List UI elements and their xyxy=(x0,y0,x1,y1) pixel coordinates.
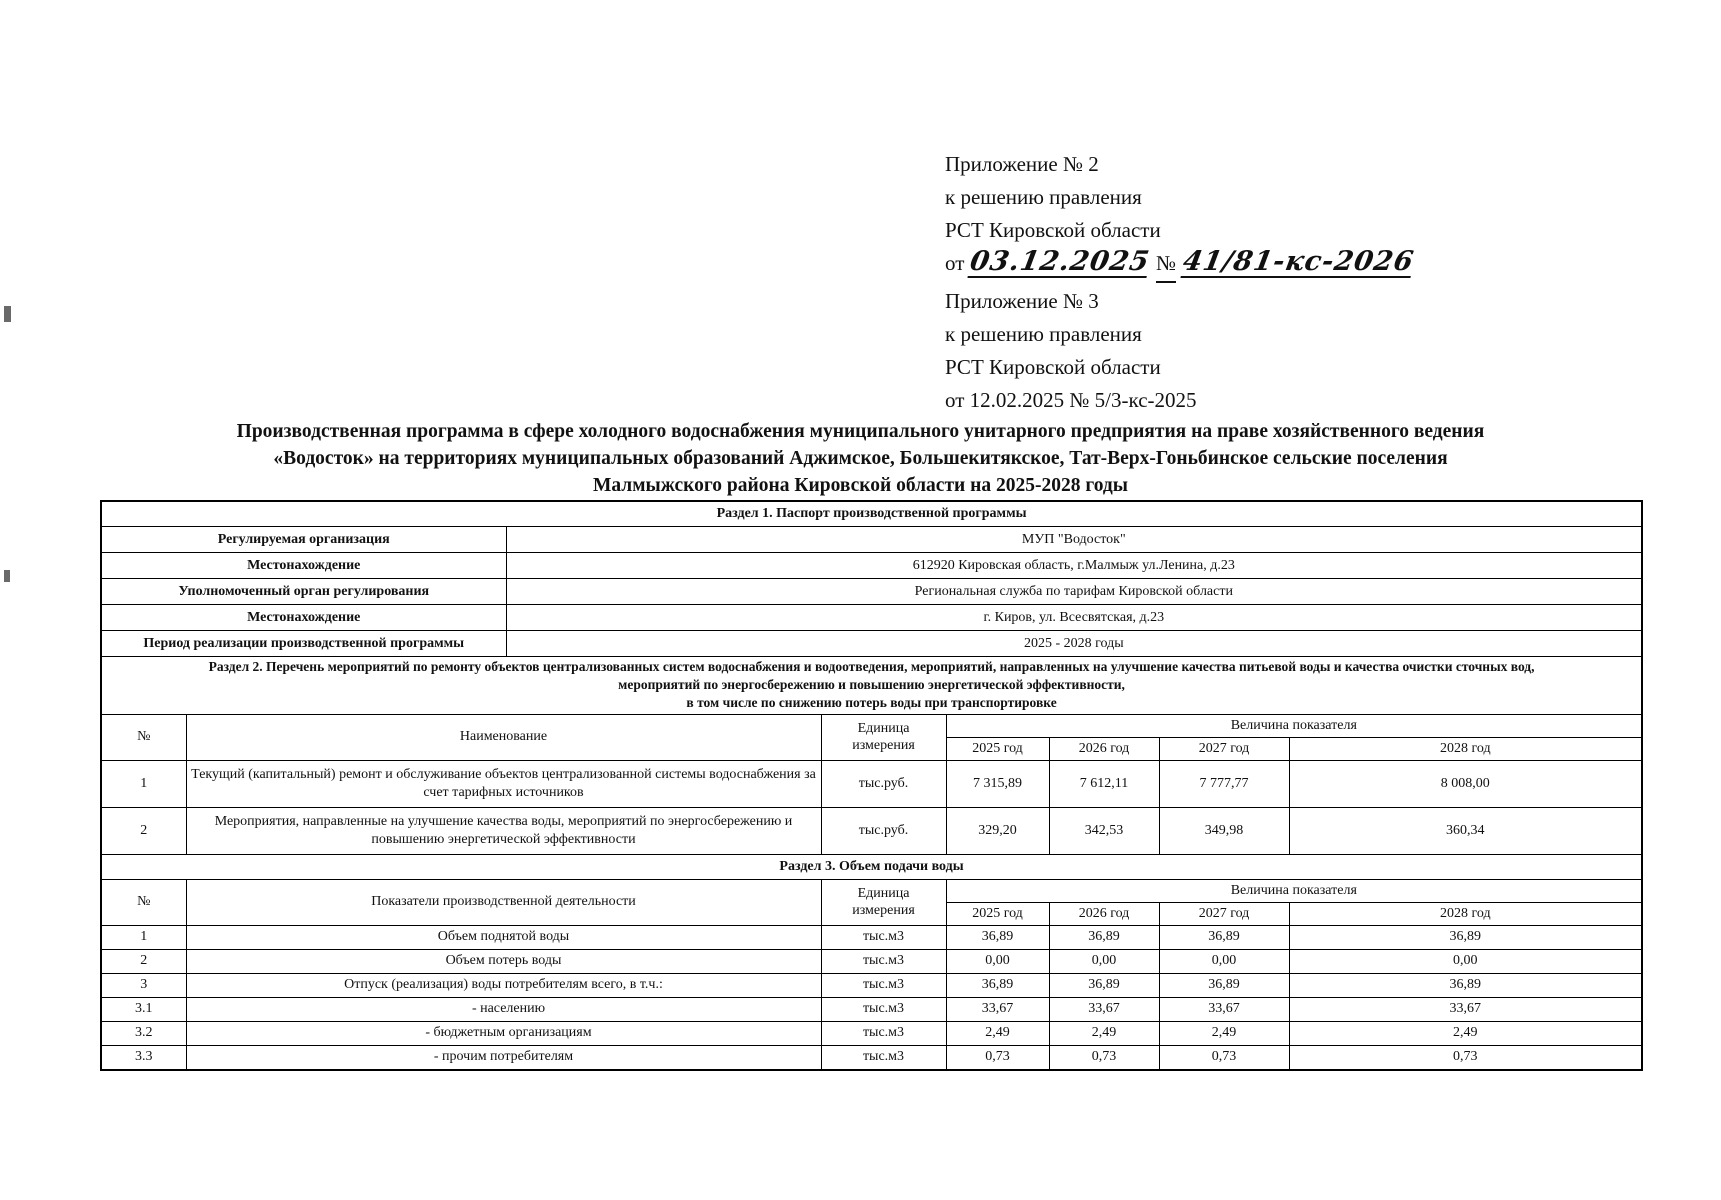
row-value: 0,73 xyxy=(1049,1045,1159,1070)
column-header-unit: Единица измерения xyxy=(821,879,946,925)
row-unit: тыс.м3 xyxy=(821,925,946,949)
appendix-2-line3: РСТ Кировской области xyxy=(945,218,1161,242)
row-value: 36,89 xyxy=(1159,925,1289,949)
appendix-3-line3: РСТ Кировской области xyxy=(945,355,1161,379)
passport-label: Регулируемая организация xyxy=(101,527,506,553)
program-table-wrap xyxy=(100,500,1643,1071)
row-name: - населению xyxy=(186,997,821,1021)
row-value: 36,89 xyxy=(946,973,1049,997)
row-unit: тыс.руб. xyxy=(821,807,946,854)
row-value: 7 777,77 xyxy=(1159,760,1289,807)
row-value: 36,89 xyxy=(1289,925,1642,949)
column-header-year: 2028 год xyxy=(1289,737,1642,760)
table-row xyxy=(101,631,1642,657)
row-value: 342,53 xyxy=(1049,807,1159,854)
appendix-3-block xyxy=(945,285,1197,417)
row-value: 33,67 xyxy=(1159,997,1289,1021)
appendix-2-line2: к решению правления xyxy=(945,185,1142,209)
column-header-num: № xyxy=(101,879,186,925)
column-header-year: 2026 год xyxy=(1049,902,1159,925)
table-row xyxy=(101,807,1642,854)
document-title-line2: «Водосток» на территориях муниципальных образований Аджимское, Большекитякское, Тат-Верх-Гоньбинское сельские поселения xyxy=(273,448,1448,469)
row-unit: тыс.м3 xyxy=(821,973,946,997)
table-row xyxy=(101,760,1642,807)
program-table xyxy=(100,500,1643,1071)
row-unit: тыс.м3 xyxy=(821,1021,946,1045)
row-name: Объем поднятой воды xyxy=(186,925,821,949)
row-name: Текущий (капитальный) ремонт и обслуживание объектов централизованной системы водоснабжения за счет тарифных источников xyxy=(186,760,821,807)
row-name: Отпуск (реализация) воды потребителям всего, в т.ч.: xyxy=(186,973,821,997)
row-value: 36,89 xyxy=(1159,973,1289,997)
row-value: 0,00 xyxy=(1159,949,1289,973)
appendix-2-block xyxy=(945,148,1417,283)
passport-label: Местонахождение xyxy=(101,605,506,631)
table-row xyxy=(101,973,1642,997)
section2-header-row xyxy=(101,714,1642,737)
row-value: 33,67 xyxy=(1289,997,1642,1021)
row-unit: тыс.м3 xyxy=(821,1045,946,1070)
passport-label: Местонахождение xyxy=(101,553,506,579)
handwritten-number: 41/81-кс-2026 xyxy=(1180,246,1417,277)
row-value: 36,89 xyxy=(1289,973,1642,997)
table-row xyxy=(101,925,1642,949)
passport-label: Уполномоченный орган регулирования xyxy=(101,579,506,605)
column-header-unit: Единица измерения xyxy=(821,714,946,760)
appendix-3-line2: к решению правления xyxy=(945,322,1142,346)
column-header-year: 2028 год xyxy=(1289,902,1642,925)
appendix-3-title: Приложение № 3 xyxy=(945,289,1099,313)
passport-value: Региональная служба по тарифам Кировской области xyxy=(506,579,1642,605)
from-label: от xyxy=(945,251,965,275)
document-title xyxy=(0,418,1721,499)
row-value: 329,20 xyxy=(946,807,1049,854)
row-value: 349,98 xyxy=(1159,807,1289,854)
table-row xyxy=(101,997,1642,1021)
table-row xyxy=(101,527,1642,553)
section1-title-row xyxy=(101,501,1642,527)
passport-value: г. Киров, ул. Всесвятская, д.23 xyxy=(506,605,1642,631)
row-value: 2,49 xyxy=(1289,1021,1642,1045)
row-value: 33,67 xyxy=(946,997,1049,1021)
row-value: 2,49 xyxy=(946,1021,1049,1045)
row-value: 0,73 xyxy=(1289,1045,1642,1070)
section2-title-line3: в том числе по снижению потерь воды при транспортировке xyxy=(686,695,1057,711)
row-num: 3.2 xyxy=(101,1021,186,1045)
column-header-num: № xyxy=(101,714,186,760)
row-num: 3 xyxy=(101,973,186,997)
table-row xyxy=(101,1045,1642,1070)
row-name: Объем потерь воды xyxy=(186,949,821,973)
appendix-2-title: Приложение № 2 xyxy=(945,152,1099,176)
table-row xyxy=(101,605,1642,631)
row-num: 1 xyxy=(101,925,186,949)
row-value: 0,00 xyxy=(1289,949,1642,973)
section3-title: Раздел 3. Объем подачи воды xyxy=(101,854,1642,879)
column-header-year: 2025 год xyxy=(946,737,1049,760)
handwritten-date: 03.12.2025 xyxy=(967,246,1152,277)
appendix-3-line4: от 12.02.2025 № 5/3-кс-2025 xyxy=(945,388,1197,412)
row-value: 0,00 xyxy=(946,949,1049,973)
section2-title-line1: Раздел 2. Перечень мероприятий по ремонту объектов централизованных систем водоснабжения и водоотведения, мероприятий, направленных на улучшение качества питьевой воды и качества очистки сточных вод, xyxy=(208,659,1535,674)
section3-title-row xyxy=(101,854,1642,879)
passport-label: Период реализации производственной программы xyxy=(101,631,506,657)
row-value: 7 612,11 xyxy=(1049,760,1159,807)
scan-artifact xyxy=(4,306,11,322)
table-row xyxy=(101,1021,1642,1045)
number-sign-label: № xyxy=(1156,247,1176,283)
column-header-year: 2027 год xyxy=(1159,737,1289,760)
row-unit: тыс.руб. xyxy=(821,760,946,807)
row-value: 2,49 xyxy=(1049,1021,1159,1045)
row-num: 2 xyxy=(101,949,186,973)
row-value: 360,34 xyxy=(1289,807,1642,854)
section1-title: Раздел 1. Паспорт производственной программы xyxy=(101,501,1642,527)
row-value: 36,89 xyxy=(1049,973,1159,997)
row-name: - прочим потребителям xyxy=(186,1045,821,1070)
row-value: 8 008,00 xyxy=(1289,760,1642,807)
row-value: 7 315,89 xyxy=(946,760,1049,807)
row-value: 33,67 xyxy=(1049,997,1159,1021)
table-row xyxy=(101,949,1642,973)
table-row xyxy=(101,553,1642,579)
row-value: 0,73 xyxy=(1159,1045,1289,1070)
row-num: 3.1 xyxy=(101,997,186,1021)
column-header-year: 2026 год xyxy=(1049,737,1159,760)
row-name: Мероприятия, направленные на улучшение качества воды, мероприятий по энергосбережению и повышению энергетической эффективности xyxy=(186,807,821,854)
column-header-value-group: Величина показателя xyxy=(946,879,1642,902)
column-header-name: Наименование xyxy=(186,714,821,760)
column-header-year: 2027 год xyxy=(1159,902,1289,925)
column-header-year: 2025 год xyxy=(946,902,1049,925)
row-value: 0,00 xyxy=(1049,949,1159,973)
row-unit: тыс.м3 xyxy=(821,949,946,973)
row-unit: тыс.м3 xyxy=(821,997,946,1021)
passport-value: 2025 - 2028 годы xyxy=(506,631,1642,657)
section3-header-row xyxy=(101,879,1642,902)
section2-title-line2: мероприятий по энергосбережению и повышению энергетической эффективности, xyxy=(618,677,1125,693)
row-num: 3.3 xyxy=(101,1045,186,1070)
column-header-name: Показатели производственной деятельности xyxy=(186,879,821,925)
column-header-value-group: Величина показателя xyxy=(946,714,1642,737)
row-name: - бюджетным организациям xyxy=(186,1021,821,1045)
passport-value: МУП "Водосток" xyxy=(506,527,1642,553)
row-value: 36,89 xyxy=(946,925,1049,949)
passport-value: 612920 Кировская область, г.Малмыж ул.Ленина, д.23 xyxy=(506,553,1642,579)
row-num: 1 xyxy=(101,760,186,807)
document-title-line3: Малмыжского района Кировской области на 2025-2028 годы xyxy=(592,475,1129,496)
appendix-2-approval-line xyxy=(945,246,1417,283)
row-value: 0,73 xyxy=(946,1045,1049,1070)
row-value: 2,49 xyxy=(1159,1021,1289,1045)
row-value: 36,89 xyxy=(1049,925,1159,949)
section2-title xyxy=(101,657,1642,715)
document-title-line1: Производственная программа в сфере холодного водоснабжения муниципального унитарного предприятия на праве хозяйственного ведения xyxy=(236,421,1485,442)
table-row xyxy=(101,579,1642,605)
scan-artifact xyxy=(4,570,10,582)
row-num: 2 xyxy=(101,807,186,854)
section2-title-row xyxy=(101,657,1642,715)
